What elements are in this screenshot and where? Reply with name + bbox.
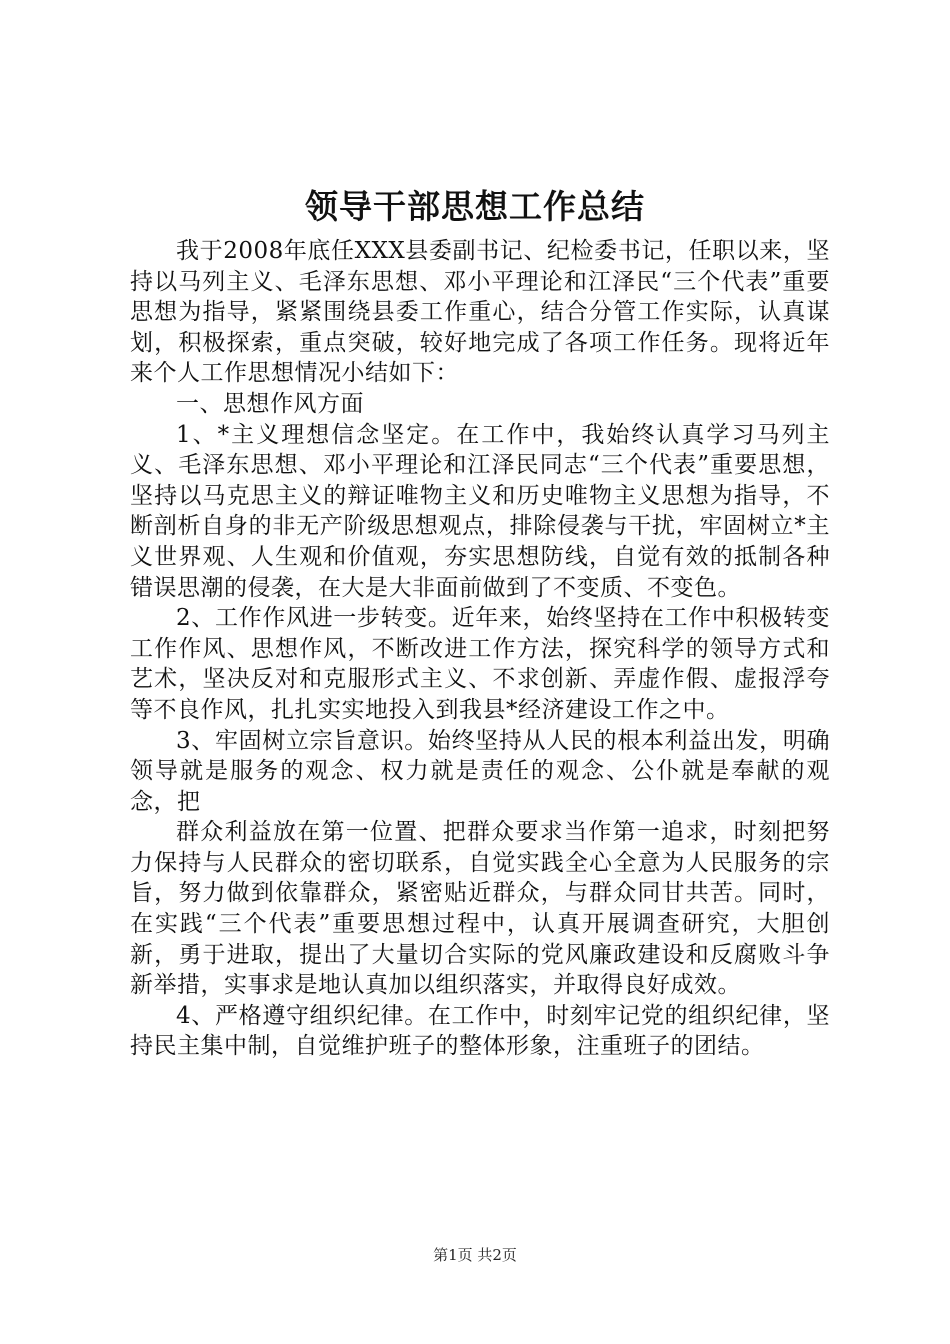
document-body: [130, 236, 830, 1062]
section-heading: 一、思想作风方面: [176, 390, 364, 417]
paragraph-item-4: 4、严格遵守组织纪律。在工作中，时刻牢记党的组织纪律，坚持民主集中制，自觉维护班子的整体形象，注重班子的团结。: [130, 1002, 830, 1060]
document-title: 领导干部思想工作总结: [305, 187, 645, 226]
paragraph-intro: 我于2008年底任XXX县委副书记、纪检委书记，任职以来，坚持以马列主义、毛泽东思想、邓小平理论和江泽民“三个代表”重要思想为指导，紧紧围绕县委工作重心，结合分管工作实际，认真谋划，积极探索，重点突破，较好地完成了各项工作任务。现将近年来个人工作思想情况小结如下：: [130, 238, 830, 387]
paragraph-item-2: 2、工作作风进一步转变。近年来，始终坚持在工作中积极转变工作作风、思想作风，不断改进工作方法，探究科学的领导方式和艺术，坚决反对和克服形式主义、不求创新、弄虚作假、虚报浮夸等不良作风，扎扎实实地投入到我县*经济建设工作之中。: [130, 605, 830, 723]
paragraph-item-3: 3、牢固树立宗旨意识。始终坚持从人民的根本利益出发，明确领导就是服务的观念、权力就是责任的观念、公仆就是奉献的观念，把: [130, 727, 830, 815]
page-footer: 第1页 共2页: [433, 1246, 517, 1264]
paragraph-item-3-continued: 群众利益放在第一位置、把群众要求当作第一追求，时刻把努力保持与人民群众的密切联系，自觉实践全心全意为人民服务的宗旨，努力做到依靠群众，紧密贴近群众，与群众同甘共苦。同时，在实践“三个代表”重要思想过程中，认真开展调查研究，大胆创新，勇于进取，提出了大量切合实际的党风廉政建设和反腐败斗争新举措，实事求是地认真加以组织落实，并取得良好成效。: [130, 819, 830, 999]
paragraph-item-1: 1、*主义理想信念坚定。在工作中，我始终认真学习马列主义、毛泽东思想、邓小平理论和江泽民同志“三个代表”重要思想，坚持以马克思主义的辩证唯物主义和历史唯物主义思想为指导，不断剖析自身的非无产阶级思想观点，排除侵袭与干扰，牢固树立*主义世界观、人生观和价值观，夯实思想防线，自觉有效的抵制各种错误思潮的侵袭，在大是大非面前做到了不变质、不变色。: [130, 421, 830, 601]
